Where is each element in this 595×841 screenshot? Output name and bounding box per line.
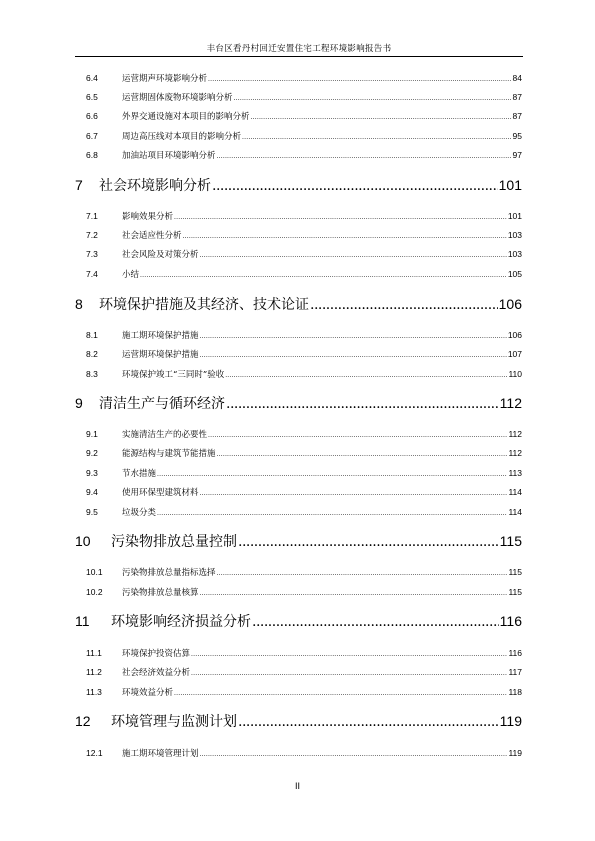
toc-entry-page: 114 <box>508 487 522 497</box>
toc-entry-number: 11.2 <box>86 667 102 677</box>
toc-entry-page: 95 <box>512 131 522 141</box>
toc-entry-title: 污染物排放总量指标选择 <box>122 568 216 578</box>
toc-section-entry[interactable] <box>86 686 522 698</box>
dot-leader <box>234 95 512 102</box>
toc-chapter-entry[interactable] <box>75 175 522 195</box>
toc-entry-number: 9.3 <box>86 468 98 478</box>
toc-entry-number: 10.2 <box>86 587 103 597</box>
toc-chapter-entry[interactable] <box>75 531 522 551</box>
toc-section-entry[interactable] <box>86 566 522 578</box>
toc-chapter-entry[interactable] <box>75 294 522 314</box>
toc-entry-page: 97 <box>512 150 522 160</box>
toc-entry-number: 6.5 <box>86 92 98 102</box>
dot-leader <box>208 76 512 83</box>
toc-entry-page: 112 <box>508 429 522 439</box>
toc-entry-page: 118 <box>508 687 522 697</box>
toc-entry-title: 施工期环境保护措施 <box>122 331 199 341</box>
dot-leader <box>200 751 508 758</box>
toc-entry-number: 12 <box>75 713 91 729</box>
toc-entry-page: 115 <box>499 533 522 549</box>
toc-section-entry[interactable] <box>86 647 522 659</box>
dot-leader <box>208 432 507 439</box>
toc-entry-page: 114 <box>508 507 522 517</box>
toc-entry-page: 84 <box>512 73 522 83</box>
toc-entry-page: 116 <box>499 613 522 629</box>
toc-entry-page: 119 <box>508 748 522 758</box>
dot-leader <box>238 534 499 550</box>
toc-entry-number: 9.4 <box>86 487 98 497</box>
toc-section-entry[interactable] <box>86 666 522 678</box>
toc-entry-title: 能源结构与建筑节能措施 <box>122 449 216 459</box>
toc-entry-title: 社会经济效益分析 <box>122 668 191 678</box>
toc-section-entry[interactable] <box>86 447 522 459</box>
toc-entry-number: 9.2 <box>86 448 98 458</box>
dot-leader <box>183 233 507 240</box>
toc-entry-page: 105 <box>507 269 522 279</box>
toc-entry-page: 103 <box>507 230 522 240</box>
toc-entry-title: 环境保护措施及其经济、技术论证 <box>99 297 309 313</box>
toc-section-entry[interactable] <box>86 149 522 161</box>
toc-entry-title: 清洁生产与循环经济 <box>99 396 225 412</box>
toc-section-entry[interactable] <box>86 130 522 142</box>
toc-entry-title: 运营期环境保护措施 <box>122 350 199 360</box>
toc-entry-number: 7.1 <box>86 211 98 221</box>
toc-entry-title: 环境保护竣工“三同时”验收 <box>122 370 225 380</box>
dot-leader <box>242 134 512 141</box>
toc-entry-page: 103 <box>507 249 522 259</box>
toc-section-entry[interactable] <box>86 210 522 222</box>
toc-entry-number: 11 <box>75 613 90 629</box>
toc-section-entry[interactable] <box>86 248 522 260</box>
dot-leader <box>157 471 507 478</box>
dot-leader <box>200 352 507 359</box>
toc-section-entry[interactable] <box>86 428 522 440</box>
toc-entry-page: 115 <box>508 587 522 597</box>
toc-entry-page: 119 <box>499 713 522 729</box>
toc-entry-number: 7.3 <box>86 249 98 259</box>
toc-entry-title: 环境管理与监测计划 <box>111 714 237 730</box>
toc-entry-title: 使用环保型建筑材料 <box>122 488 199 498</box>
dot-leader <box>157 510 507 517</box>
toc-entry-number: 10 <box>75 533 91 549</box>
toc-entry-title: 社会风险及对策分析 <box>122 250 199 260</box>
toc-section-entry[interactable] <box>86 506 522 518</box>
toc-chapter-entry[interactable] <box>75 711 522 731</box>
toc-section-entry[interactable] <box>86 91 522 103</box>
toc-entry-title: 周边高压线对本项目的影响分析 <box>122 132 242 142</box>
toc-entry-page: 116 <box>508 648 522 658</box>
dot-leader <box>200 333 507 340</box>
toc-section-entry[interactable] <box>86 586 522 598</box>
toc-entry-number: 7.4 <box>86 269 98 279</box>
toc-entry-number: 8 <box>75 296 83 312</box>
toc-entry-title: 垃圾分类 <box>122 508 157 518</box>
dot-leader <box>174 214 507 221</box>
dot-leader <box>200 590 508 597</box>
dot-leader <box>225 372 507 379</box>
toc-entry-number: 11.3 <box>86 687 102 697</box>
toc-section-entry[interactable] <box>86 72 522 84</box>
toc-section-entry[interactable] <box>86 229 522 241</box>
toc-entry-page: 106 <box>507 330 522 340</box>
toc-entry-title: 污染物排放总量控制 <box>111 534 237 550</box>
dot-leader <box>200 252 507 259</box>
toc-entry-number: 9 <box>75 395 83 411</box>
toc-chapter-entry[interactable] <box>75 393 522 413</box>
toc-entry-title: 小结 <box>122 270 140 280</box>
toc-entry-page: 112 <box>508 448 522 458</box>
dot-leader <box>217 570 508 577</box>
toc-section-entry[interactable] <box>86 368 522 380</box>
toc-entry-title: 运营期固体废物环境影响分析 <box>122 93 233 103</box>
toc-entry-number: 6.4 <box>86 73 98 83</box>
toc-entry-title: 施工期环境管理计划 <box>122 749 199 759</box>
toc-entry-page: 101 <box>498 177 522 193</box>
toc-entry-page: 106 <box>498 296 522 312</box>
toc-entry-title: 节水措施 <box>122 469 157 479</box>
toc-entry-number: 11.1 <box>86 648 102 658</box>
running-header: 丰台区看丹村回迁安置住宅工程环境影响报告书 <box>206 44 392 54</box>
toc-section-entry[interactable] <box>86 268 522 280</box>
toc-entry-number: 10.1 <box>86 567 103 577</box>
toc-entry-title: 环境保护投资估算 <box>122 649 191 659</box>
toc-entry-number: 8.1 <box>86 330 98 340</box>
toc-entry-number: 7 <box>75 177 83 193</box>
toc-entry-number: 6.6 <box>86 111 98 121</box>
toc-chapter-entry[interactable] <box>75 611 522 631</box>
dot-leader <box>191 670 507 677</box>
toc-entry-number: 8.3 <box>86 369 98 379</box>
dot-leader <box>251 114 512 121</box>
toc-entry-page: 87 <box>512 92 522 102</box>
toc-section-entry[interactable] <box>86 747 522 759</box>
toc-entry-number: 6.8 <box>86 150 98 160</box>
toc-entry-page: 115 <box>508 567 522 577</box>
page-number: II <box>294 781 300 791</box>
toc-section-entry[interactable] <box>86 348 522 360</box>
toc-entry-title: 污染物排放总量核算 <box>122 588 199 598</box>
toc-section-entry[interactable] <box>86 486 522 498</box>
dot-leader <box>140 272 507 279</box>
dot-leader <box>226 396 499 412</box>
dot-leader <box>217 451 508 458</box>
toc-entry-title: 社会环境影响分析 <box>99 178 211 194</box>
toc-entry-page: 117 <box>508 667 522 677</box>
toc-entry-title: 影响效果分析 <box>122 212 174 222</box>
toc-entry-page: 101 <box>507 211 522 221</box>
toc-entry-title: 环境影响经济损益分析 <box>111 614 251 630</box>
toc-entry-number: 9.5 <box>86 507 98 517</box>
toc-entry-title: 加油站项目环境影响分析 <box>122 151 216 161</box>
dot-leader <box>200 490 508 497</box>
toc-entry-number: 6.7 <box>86 131 98 141</box>
dot-leader <box>217 153 512 160</box>
toc-entry-title: 外界交通设施对本项目的影响分析 <box>122 112 250 122</box>
dot-leader <box>310 297 498 313</box>
dot-leader <box>212 178 498 194</box>
toc-entry-title: 实施清洁生产的必要性 <box>122 430 208 440</box>
dot-leader <box>191 651 507 658</box>
toc-entry-title: 环境效益分析 <box>122 688 174 698</box>
toc-entry-page: 113 <box>508 468 522 478</box>
dot-leader <box>174 690 507 697</box>
toc-section-entry[interactable] <box>86 110 522 122</box>
toc-entry-number: 12.1 <box>86 748 103 758</box>
toc-section-entry[interactable] <box>86 467 522 479</box>
dot-leader <box>252 614 499 630</box>
toc-entry-title: 社会适应性分析 <box>122 231 182 241</box>
toc-entry-number: 9.1 <box>86 429 98 439</box>
toc-entry-number: 7.2 <box>86 230 98 240</box>
dot-leader <box>238 714 499 730</box>
toc-entry-page: 87 <box>512 111 522 121</box>
toc-entry-page: 107 <box>507 349 522 359</box>
toc-section-entry[interactable] <box>86 329 522 341</box>
toc-entry-number: 8.2 <box>86 349 98 359</box>
toc-entry-page: 110 <box>508 369 522 379</box>
toc-entry-title: 运营期声环境影响分析 <box>122 74 208 84</box>
toc-entry-page: 112 <box>499 395 522 411</box>
